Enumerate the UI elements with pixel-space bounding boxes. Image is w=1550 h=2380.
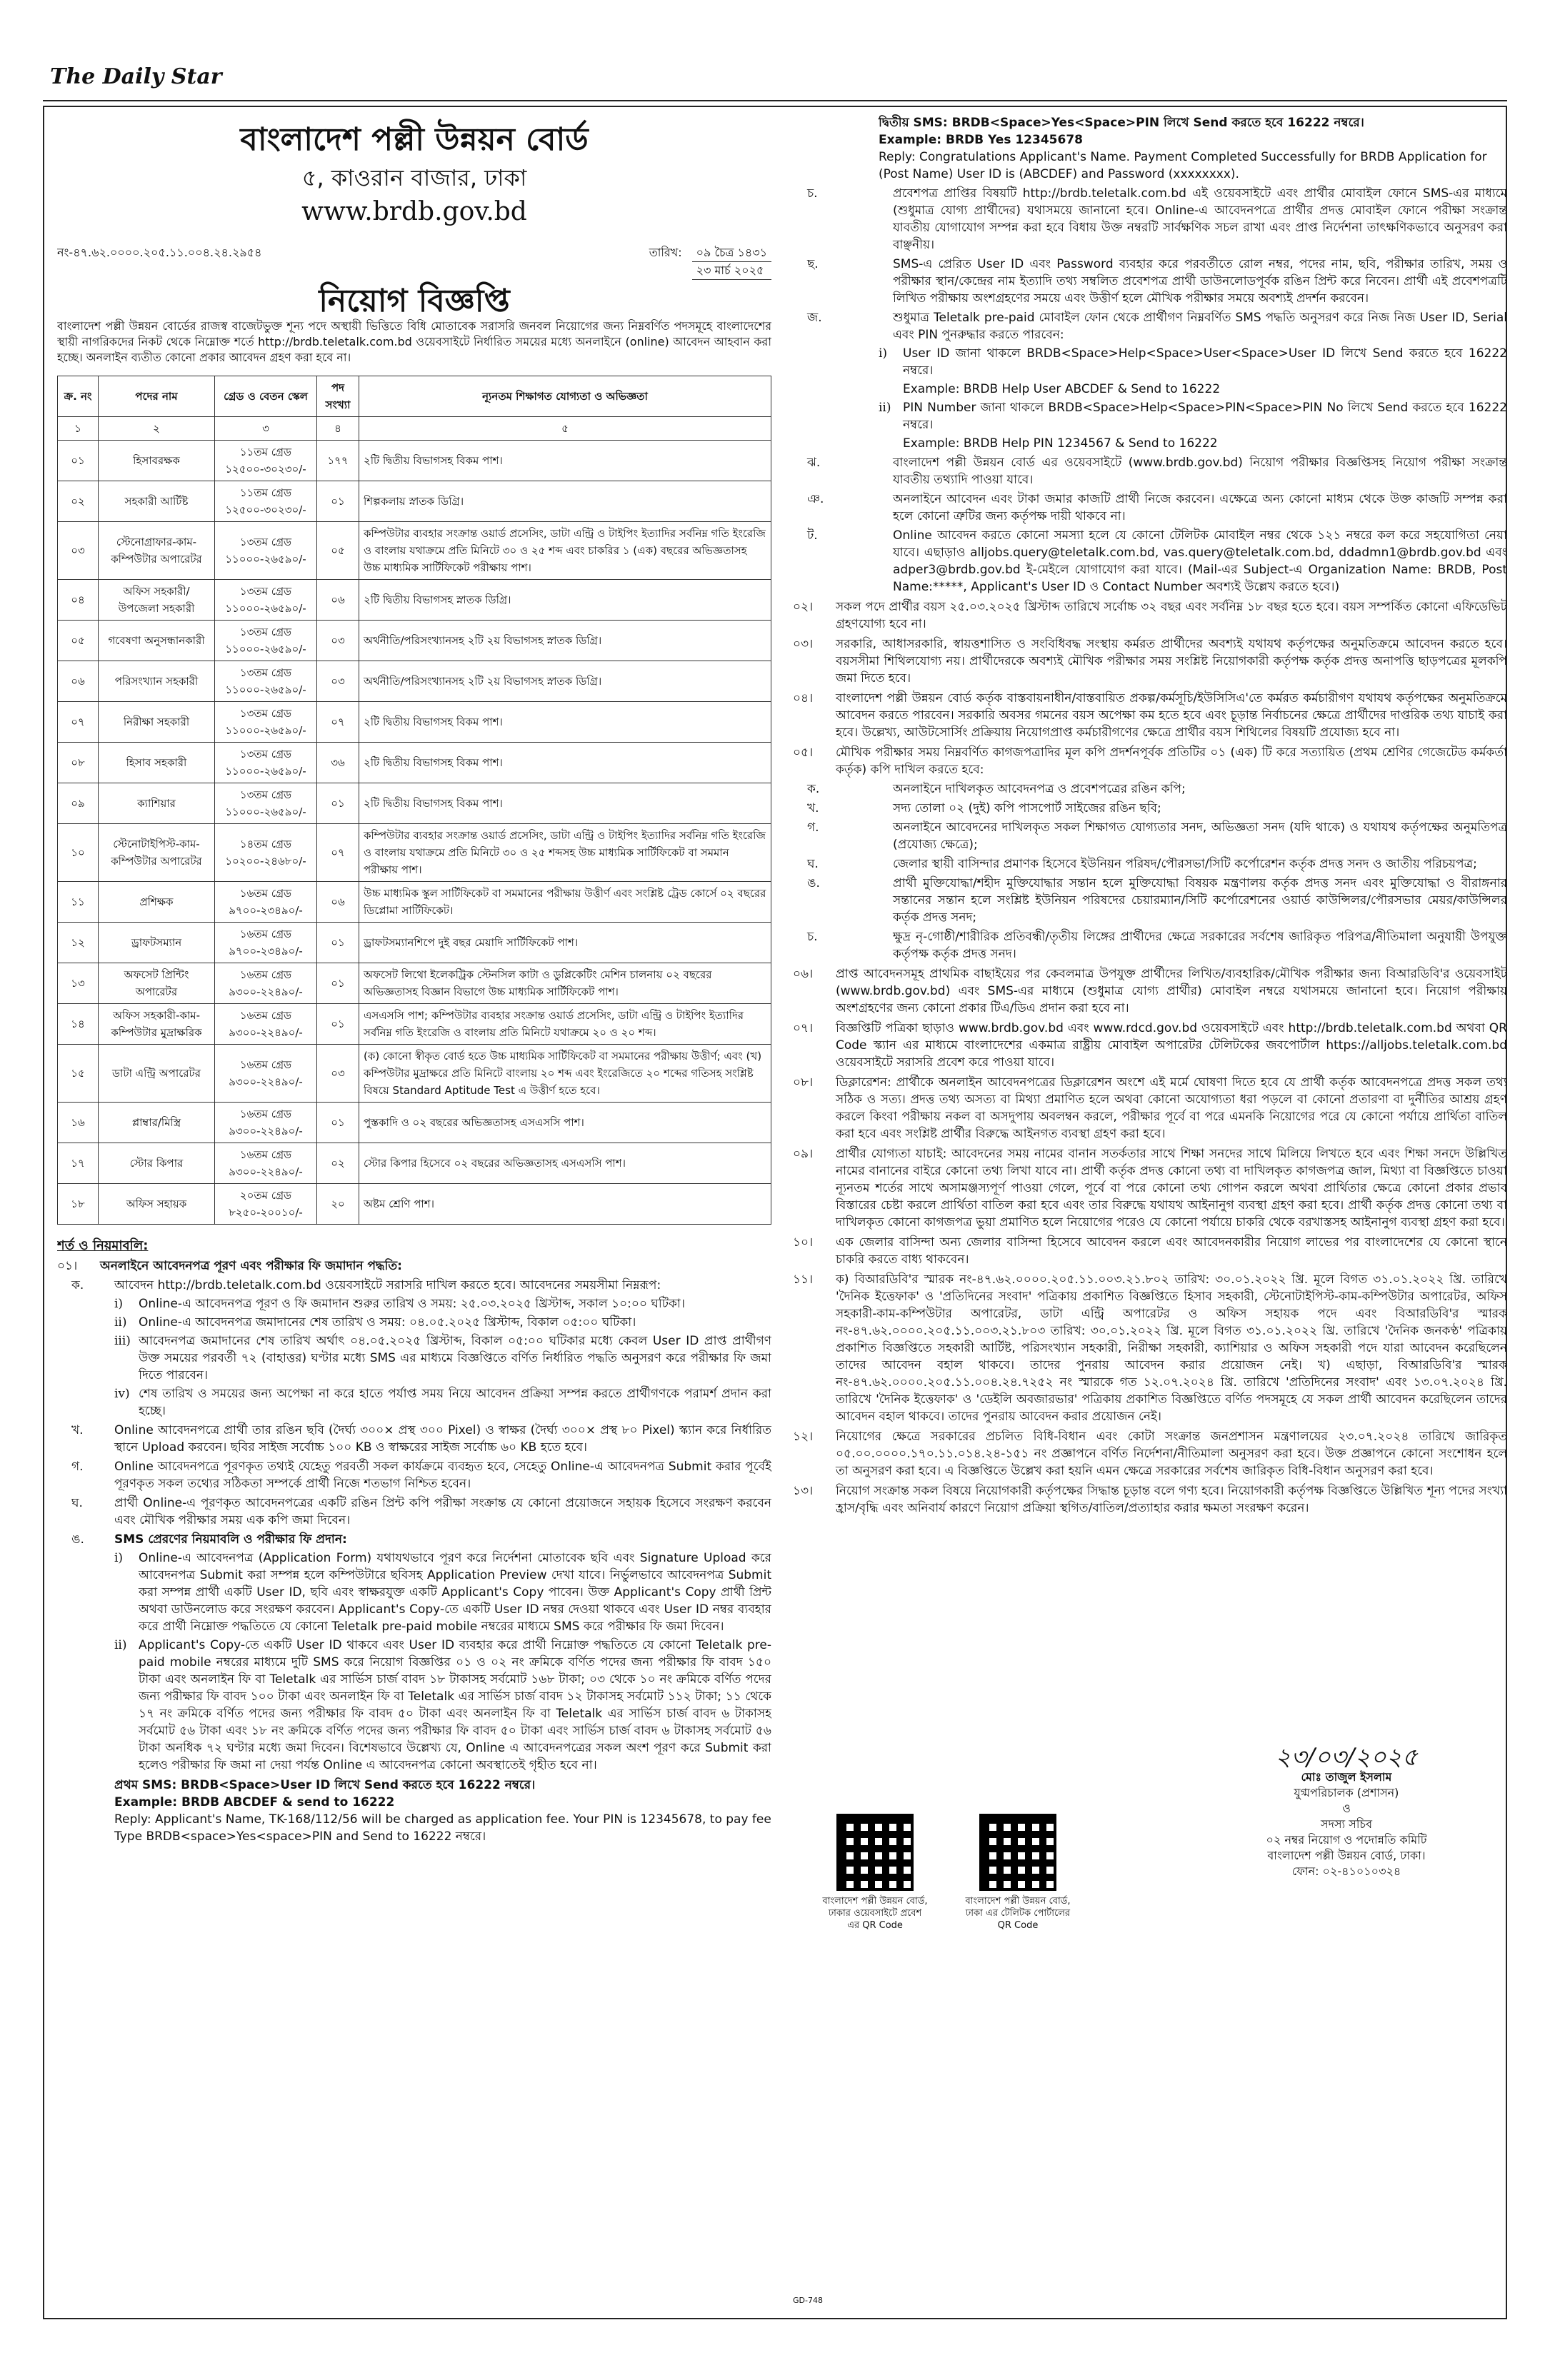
- table-row: [58, 621, 771, 661]
- sub-text: অনলাইনে দাখিলকৃত আবেদনপত্র ও প্রবেশপত্রের রঙিন কপি;: [893, 782, 1186, 796]
- sub-text: অনলাইনে আবেদন এবং টাকা জমার কাজটি প্রার্থী নিজে করবেন। এক্ষেত্রে অন্য কোনো মাধ্যম থেকে উক্ত কাজটি সম্পন্ন করা হলে কোনো ত্রুটির জন্য কর্তৃপক্ষ দায়ী থাকবে না।: [893, 492, 1507, 523]
- condition-number: ১৩।: [793, 1484, 814, 1498]
- sub-text: অনলাইনে আবেদনের দাখিলকৃত সকল শিক্ষাগত যোগ্যতার সনদ, অভিজ্ঞতা সনদ (যদি থাকে) ও যথাযথ কর্তৃপক্ষের অনুমতিপত্র (প্রযোজ্য ক্ষেত্রে);: [893, 820, 1507, 852]
- list-item: [879, 381, 1507, 398]
- right-column: [793, 114, 1507, 2314]
- count-cell: ০৭: [317, 702, 359, 743]
- list-item: [114, 1314, 771, 1331]
- list-marker: iii): [114, 1334, 131, 1348]
- requirement-cell: স্টোর কিপার হিসেবে ০২ বছরের অভিজ্ঞতাসহ এসএসসি পাশ।: [359, 1143, 771, 1184]
- condition-text: সকল পদে প্রার্থীর বয়স ২৫.০৩.২০২৫ খ্রিস্টাব্দ তারিখে সর্বোচ্চ ৩২ বছর এবং সর্বনিম্ন ১৮ বছর হতে হবে। বয়স সম্পর্কিত কোনো এফিডেভিট গ্রহণযোগ্য হবে না।: [836, 600, 1507, 631]
- list-marker: i): [879, 346, 888, 361]
- list-item: [793, 855, 1507, 873]
- condition-item: [793, 1482, 1507, 1517]
- condition-ka: [57, 1277, 771, 1294]
- sub-key: ঘ.: [71, 1496, 83, 1510]
- index-cell: ৩: [215, 417, 317, 441]
- sub-text: প্রবেশপত্র প্রাপ্তির বিষয়টি http://brdb.teletalk.com.bd এই ওয়েবসাইটে এবং প্রার্থীর মোবাইল ফোনে SMS-এর মাধ্যমে (শুধুমাত্র যোগ্য প্রার্থীদের) যথাসময়ে জানানো হবে। Online-এ আবেদনপত্রে প্রার্থীর প্রদত্ত মোবাইল ফোনে পরীক্ষা সংক্রান্ত যাবতীয় যোগাযোগ সম্পন্ন করা হবে বিধায় উক্ত নম্বরটি সার্বক্ষণিক সচল রাখা এবং প্রাপ্ত নির্দেশনা তাৎক্ষণিকভাবে অনুসরণ করা বাঞ্ছনীয়।: [893, 186, 1507, 252]
- serial-cell: ০৮: [58, 743, 99, 783]
- serial-cell: ১৫: [58, 1045, 99, 1103]
- list-text: Online-এ আবেদনপত্র (Application Form) যথাযথভাবে পূরণ করে নির্দেশনা মোতাবেক ছবি এবং Signature Upload করে আবেদনপত্র Submit করা সম্পন্ন হলে কম্পিউটারে ছবিসহ Application Preview দেখা যাবে। নির্ভুলভাবে আবেদনপত্র Submit করা সম্পন্ন প্রার্থী একটি User ID, ছবি এবং স্বাক্ষরযুক্ত একটি Applicant's Copy পাবেন। উক্ত Applicant's Copy প্রার্থী প্রিন্ট অথবা ডাউনলোড করে সংরক্ষণ করবেন। Applicant's Copy-তে একটি User ID নম্বর দেওয়া থাকবে এবং User ID নম্বর ব্যবহার করে প্রার্থী নিম্নোক্ত পদ্ধতিতে যে কোনো Teletalk pre-paid mobile নম্বরের মাধ্যমে SMS করে পরীক্ষার ফি জমা দিবেন।: [139, 1551, 771, 1634]
- sub-text: প্রার্থী মুক্তিযোদ্ধা/শহীদ মুক্তিযোদ্ধার সন্তান হলে মুক্তিযোদ্ধা বিষয়ক মন্ত্রণালয় কর্তৃক প্রদত্ত সনদ এবং মুক্তিযোদ্ধা ও বীরাঙ্গনার সন্তানের সন্তান হলে সংশ্লিষ্ট ইউনিয়ন পরিষদের চেয়ারম্যান/সিটি কর্পোরেশনের ওয়ার্ড কাউন্সিলর/পৌরসভার মেয়র/কাউন্সিলর কর্তৃক প্রদত্ত সনদ;: [893, 876, 1507, 925]
- condition-number: ০৯।: [793, 1147, 814, 1161]
- date-block: [649, 244, 771, 280]
- list-item: [793, 309, 1507, 343]
- condition-text: নিয়োগ সংক্রান্ত সকল বিষয়ে নিয়োগকারী কর্তৃপক্ষের সিদ্ধান্ত চূড়ান্ত বলে গণ্য হবে। নিয়োগকারী কর্তৃপক্ষ বিজ্ঞপ্তিতে উল্লিখিত শূন্য পদের সংখ্যা হ্রাস/বৃদ্ধি এবং অনিবার্য কারণে নিয়োগ প্রক্রিয়া স্থগিত/বাতিল/প্রত্যাহার করার ক্ষমতা সংরক্ষণ করেন।: [836, 1484, 1507, 1515]
- list-text: PIN Number জানা থাকলে BRDB<Space>Help<Space>PIN<Space>PIN No লিখে Send করতে হবে 16222 নম্বরে।: [903, 401, 1507, 432]
- count-cell: ০১: [317, 1103, 359, 1143]
- table-row: [58, 522, 771, 580]
- table-header-row: [58, 376, 771, 417]
- second-sms-block: [793, 114, 1507, 183]
- newspaper-masthead: The Daily Star: [50, 64, 222, 89]
- table-row: [58, 481, 771, 522]
- table-row: [58, 743, 771, 783]
- table-row: [58, 1184, 771, 1225]
- requirement-cell: অষ্টম শ্রেণি পাশ।: [359, 1184, 771, 1225]
- grade-cell: ১৩তম গ্রেড ১১০০০-২৬৫৯০/-: [215, 580, 317, 621]
- requirement-cell: ২টি দ্বিতীয় বিভাগসহ বিকম পাশ।: [359, 743, 771, 783]
- sub-key: ঙ.: [71, 1532, 84, 1547]
- grade-cell: ১৬তম গ্রেড ৯৭০০-২৩৪৯০/-: [215, 923, 317, 963]
- count-cell: ০৩: [317, 661, 359, 702]
- date-values: [692, 244, 771, 280]
- table-row: [58, 580, 771, 621]
- grade-cell: ১৩তম গ্রেড ১১০০০-২৬৫৯০/-: [215, 522, 317, 580]
- sub-key: ছ.: [807, 257, 819, 271]
- signature-block: [1214, 1743, 1479, 1879]
- list-item: [114, 1550, 771, 1635]
- sub-text: শুধুমাত্র Teletalk pre-paid মোবাইল ফোন থেকে প্রার্থীগণ নিম্নবর্ণিত SMS পদ্ধতি অনুসরণ করে নিজ নিজ User ID, Serial এবং PIN পুনরুদ্ধার করতে পারবেন:: [893, 311, 1507, 342]
- condition-number: ০৩।: [793, 637, 814, 651]
- list-item: [793, 928, 1507, 963]
- list-item: [114, 1385, 771, 1420]
- post-cell: গবেষণা অনুসন্ধানকারী: [99, 621, 215, 661]
- requirement-cell: ২টি দ্বিতীয় বিভাগসহ বিকম পাশ।: [359, 783, 771, 824]
- requirement-cell: (ক) কোনো স্বীকৃত বোর্ড হতে উচ্চ মাধ্যমিক সার্টিফিকেট বা সমমানের পরীক্ষায় উত্তীর্ণ; এবং (খ) কম্পিউটার মুদ্রাক্ষরে প্রতি মিনিটে বাংলায় ২০ শব্দ এবং ইংরেজিতে ২০ শব্দের গতিসহ সংশ্লিষ্ট বিষয়ে Standard Aptitude Test এ উত্তীর্ণ হতে হবে।: [359, 1045, 771, 1103]
- sub-key: গ.: [807, 820, 819, 835]
- org-address: ৫, কাওরান বাজার, ঢাকা: [301, 164, 527, 191]
- qr-caption: বাংলাদেশ পল্লী উন্নয়ন বোর্ড, ঢাকার ওয়েবসাইটে প্রবেশ এর QR Code: [822, 1896, 928, 1931]
- list-marker: ii): [114, 1638, 127, 1652]
- memo-number: নং-৪৭.৬২.০০০০.২০৫.১১.০০৪.২৪.২৯৫৪: [57, 246, 262, 259]
- condition-number: ০৪।: [793, 691, 814, 706]
- table-index-row: [58, 417, 771, 441]
- serial-cell: ১৪: [58, 1004, 99, 1045]
- grade-cell: ১৩তম গ্রেড ১১০০০-২৬৫৯০/-: [215, 743, 317, 783]
- serial-cell: ০৯: [58, 783, 99, 824]
- grade-cell: ১৩তম গ্রেড ১১০০০-২৬৫৯০/-: [215, 702, 317, 743]
- list-marker: i): [114, 1297, 124, 1311]
- post-cell: স্টেনোটাইপিস্ট-কাম-কম্পিউটার অপারেটর: [99, 824, 215, 882]
- application-timeline-list: [57, 1295, 771, 1420]
- condition-item: [793, 1428, 1507, 1480]
- list-item: [793, 527, 1507, 596]
- signatory-org: বাংলাদেশ পল্লী উন্নয়ন বোর্ড, ঢাকা।: [1267, 1849, 1426, 1862]
- serial-cell: ১৩: [58, 963, 99, 1004]
- grade-cell: ১৬তম গ্রেড ৯৩০০-২২৪৯০/-: [215, 1143, 317, 1184]
- sub-key: গ.: [71, 1460, 84, 1474]
- post-cell: অফসেট প্রিন্টিং অপারেটর: [99, 963, 215, 1004]
- post-cell: হিসাব সহকারী: [99, 743, 215, 783]
- condition-umo: [57, 1531, 771, 1548]
- list-marker: [879, 435, 903, 452]
- serial-cell: ০১: [58, 441, 99, 481]
- signature-scrawl: ২৩/০৩/২০২৫: [1275, 1743, 1418, 1772]
- grade-cell: ১৬তম গ্রেড ৯৭০০-২৩৪৯০/-: [215, 882, 317, 923]
- reference-row: [57, 244, 771, 280]
- condition-number: ১২।: [793, 1430, 814, 1444]
- list-text: Example: BRDB Help PIN 1234567 & Send to 16222: [903, 436, 1218, 451]
- list-item: [793, 780, 1507, 798]
- org-name: বাংলাদেশ পল্লী উন্নয়ন বোর্ড: [240, 121, 589, 158]
- sub-key: খ.: [807, 801, 819, 815]
- post-cell: অফিস সহায়ক: [99, 1184, 215, 1225]
- requirement-cell: ২টি দ্বিতীয় বিভাগসহ বিকম পাশ।: [359, 441, 771, 481]
- list-item: [879, 435, 1507, 452]
- requirement-cell: এসএসসি পাশ; কম্পিউটার ব্যবহার সংক্রান্ত ওয়ার্ড প্রসেসিং, ডাটা এন্ট্রি ও টাইপিং ইত্যাদির সর্বনিম্ন গতি ইংরেজি ও বাংলায় প্রতি মিনিটে যথাক্রমে ২০ ও ২০ শব্দ।: [359, 1004, 771, 1045]
- first-sms-block: [57, 1777, 771, 1845]
- posts-table-body: [58, 441, 771, 1225]
- count-cell: ২০: [317, 1184, 359, 1225]
- list-text: শেষ তারিখ ও সময়ের জন্য অপেক্ষা না করে হাতে পর্যাপ্ত সময় নিয়ে আবেদন প্রক্রিয়া সম্পন্ন করতে প্রার্থীগণকে পরামর্শ প্রদান করা হচ্ছে।: [139, 1387, 771, 1418]
- condition-number: ০১।: [57, 1259, 78, 1273]
- org-website: www.brdb.gov.bd: [301, 197, 527, 226]
- col-header-post: পদের নাম: [99, 376, 215, 417]
- left-column: [57, 114, 771, 2314]
- condition-text: মৌখিক পরীক্ষার সময় নিম্নবর্ণিত কাগজপত্রাদির মূল কপি প্রদর্শনপূর্বক প্রতিটির ০১ (এক) টি করে সত্যায়িত (প্রথম শ্রেণির গেজেটেড কর্মকর্তা কর্তৃক) কপি দাখিল করতে হবে:: [836, 745, 1507, 777]
- condition-text: বাংলাদেশ পল্লী উন্নয়ন বোর্ড কর্তৃক বাস্তবায়নাধীন/বাস্তবায়িত প্রকল্প/কর্মসূচি/ইউসিসিএ'তে কর্মরত কর্মচারীগণ যথাযথ কর্তৃপক্ষের অনুমতিক্রমে আবেদন করতে পারবেন। সরকারি অবসর গমনের বয়স অপেক্ষা কম হতে হবে এবং চূড়ান্ত নির্বাচনের ক্ষেত্রে প্রার্থীদের দাপ্তরিক তথ্য যাচাই করা হবে। উল্লেখ্য, আউটসোর্সিং প্রক্রিয়ায় নিয়োগপ্রাপ্ত কর্মচারীগণের ক্ষেত্রে প্রার্থীর বয়স শিথিলের বিষয়টি প্রযোজ্য হবে না।: [836, 691, 1507, 740]
- sub-text: SMS-এ প্রেরিত User ID এবং Password ব্যবহার করে পরবর্তীতে রোল নম্বর, পদের নাম, ছবি, পরীক্ষার তারিখ, সময় ও পরীক্ষার স্থান/কেন্দ্রের নাম ইত্যাদি তথ্য সম্বলিত প্রবেশপত্র প্রার্থী ডাউনলোডপূর্বক রঙিন প্রিন্ট করে নিবেন। প্রার্থী এই প্রবেশপত্রটি লিখিত পরীক্ষায় অংশগ্রহণের সময়ে এবং উত্তীর্ণ হলে মৌখিক পরীক্ষার সময়ে অবশ্যই প্রদর্শন করবেন।: [893, 257, 1507, 306]
- signatory-phone: ফোন: ০২-৪১০১০৩২৪: [1291, 1864, 1401, 1878]
- sub-key: ক.: [807, 782, 820, 796]
- date-bangla: ০৯ চৈত্র ১৪৩১: [692, 244, 771, 262]
- count-cell: ০২: [317, 1143, 359, 1184]
- post-cell: প্রশিক্ষক: [99, 882, 215, 923]
- signatory-committee: ০২ নম্বর নিয়োগ ও পদোন্নতি কমিটি: [1266, 1833, 1427, 1847]
- list-item: [793, 454, 1507, 488]
- condition-text: প্রার্থীর যোগ্যতা যাচাই: আবেদনের সময় নামের বানান সতর্কতার সাথে শিক্ষা সনদের সাথে মিলিয়ে লিখতে হবে এবং শিক্ষা সনদে উল্লিখিত নামের বানানের বাইরে কোনো তথ্য লিখা যাবে না। প্রার্থী কর্তৃক প্রদত্ত কোনো তথ্য বা দাখিলকৃত কাগজপত্র জাল, মিথ্যা বা বিজ্ঞপ্তিতে চাওয়া ন্যূনতম শর্তের সাথে অসামঞ্জস্যপূর্ণ পাওয়া গেলে, পূর্বে বা পরে কোনো তথ্য গোপন করলে অথবা প্রার্থিতার ক্ষেত্রে কোনো প্রকার প্রভাব বিস্তারের চেষ্টা করলে প্রার্থিতা বাতিল করা হবে এবং তার বিরুদ্ধে যথাযথ আইনানুগ ব্যবস্থা গ্রহণ করা হবে। প্রার্থী কর্তৃক প্রদত্ত কোনো তথ্য বা দাখিলকৃত কোনো কাগজপত্র ভুয়া প্রমাণিত হলে নিয়োগের পরেও যে কোনো পর্যায়ে চাকরি থেকে বরখাস্তসহ আইনানুগ ব্যবস্থা গ্রহণ করা হবে।: [836, 1147, 1507, 1230]
- condition-ga: [57, 1458, 771, 1492]
- requirement-cell: অফসেট লিথো ইলেকট্রিক স্টেনসিল কাটা ও ডুপ্লিকেটিং মেশিন চালনায় ০২ বছরের অভিজ্ঞতাসহ বিজ্ঞান বিভাগে উচ্চ মাধ্যমিক সার্টিফিকেট পাশ।: [359, 963, 771, 1004]
- sub-text: জেলার স্থায়ী বাসিন্দার প্রমাণক হিসেবে ইউনিয়ন পরিষদ/পৌরসভা/সিটি কর্পোরেশন কর্তৃক প্রদত্ত সনদ ও জাতীয় পরিচয়পত্র;: [893, 857, 1477, 871]
- list-marker: iv): [114, 1387, 130, 1401]
- sub-text: Online আবেদনপত্রে প্রার্থী তার রঙিন ছবি (দৈর্ঘ্য ৩০০× প্রস্থ ৩০০ Pixel) ও স্বাক্ষর (দৈর্ঘ্য ৩০০× প্রস্থ ৮০ Pixel) স্ক্যান করে নির্ধারিত স্থানে Upload করবেন। ছবির সাইজ সর্বোচ্চ ১০০ KB ও স্বাক্ষরের সাইজ সর্বোচ্চ ৬০ KB হতে হবে।: [114, 1423, 771, 1455]
- date-label: তারিখ:: [649, 246, 682, 259]
- condition-item: [793, 1020, 1507, 1071]
- post-cell: ডাটা এন্ট্রি অপারেটর: [99, 1045, 215, 1103]
- post-cell: প্লাম্বার/মিস্ত্রি: [99, 1103, 215, 1143]
- condition-number: ০২।: [793, 600, 814, 614]
- condition-heading: অনলাইনে আবেদনপত্র পূরণ এবং পরীক্ষার ফি জমাদান পদ্ধতি:: [100, 1259, 402, 1273]
- table-row: [58, 1143, 771, 1184]
- sub-key: চ.: [807, 930, 818, 944]
- condition-number: ১১।: [793, 1272, 814, 1287]
- table-row: [58, 1045, 771, 1103]
- condition-number: ০৮।: [793, 1075, 814, 1090]
- condition-item: [793, 744, 1507, 778]
- post-cell: সহকারী আর্টিষ্ট: [99, 481, 215, 522]
- condition-text: নিয়োগের ক্ষেত্রে সরকারের প্রচলিত বিধি-বিধান এবং কোটা সংক্রান্ত জনপ্রশাসন মন্ত্রণালয়ের ২৩.০৭.২০২৪ তারিখে জারিকৃত ০৫.০০.০০০০.১৭০.১১.০১৪.২৪-১৫১ নং প্রজ্ঞাপনে বর্ণিত নির্দেশনা/নীতিমালা অনুসরণ করা হবে। উক্ত প্রজ্ঞাপনে কোনো সংশোধন হলে তা অনুসরণ করা হবে। এ বিজ্ঞপ্তিতে উল্লেখ করা হয়নি এমন ক্ষেত্রে সরকারের সর্বশেষ জারিকৃত বিধি-বিধান অনুসরণ করা হবে।: [836, 1430, 1507, 1478]
- numbered-conditions-2: [793, 965, 1507, 1517]
- qr-teletalk: [964, 1814, 1071, 1932]
- second-sms-reply: Reply: Congratulations Applicant's Name. Payment Completed Successfully for BRDB Application for (Post Name) User ID is (ABCDEF) and Password (xxxxxxxx).: [879, 150, 1487, 181]
- index-cell: ১: [58, 417, 99, 441]
- post-cell: ড্রাফটসম্যান: [99, 923, 215, 963]
- sub-key: ক.: [71, 1278, 84, 1292]
- count-cell: ০১: [317, 963, 359, 1004]
- condition-number: ০৭।: [793, 1021, 814, 1035]
- serial-cell: ১২: [58, 923, 99, 963]
- list-marker: i): [114, 1551, 124, 1565]
- count-cell: ০৩: [317, 1045, 359, 1103]
- second-sms-example: Example: BRDB Yes 12345678: [879, 133, 1083, 147]
- grade-cell: ১১তম গ্রেড ১২৫০০-৩০২৩০/-: [215, 481, 317, 522]
- sub-key: ঞ.: [807, 492, 824, 506]
- table-row: [58, 923, 771, 963]
- table-row: [58, 824, 771, 882]
- date-english: ২৩ মার্চ ২০২৫: [692, 262, 771, 280]
- grade-cell: ১৬তম গ্রেড ৯৩০০-২২৪৯০/-: [215, 1004, 317, 1045]
- instruction-list-2: [793, 454, 1507, 596]
- sub-key: ঘ.: [807, 857, 819, 871]
- condition-text: এক জেলার বাসিন্দা অন্য জেলার বাসিন্দা হিসেবে আবেদন করলে এবং আবেদনকারীর নিয়োগ লাভের পর বাংলাদেশের যে কোনো স্থানে চাকরি করতে বাধ্য থাকবেন।: [836, 1235, 1507, 1267]
- grade-cell: ১১তম গ্রেড ১২৫০০-৩০২৩০/-: [215, 441, 317, 481]
- table-row: [58, 882, 771, 923]
- post-cell: ক্যাশিয়ার: [99, 783, 215, 824]
- instruction-list: [793, 185, 1507, 343]
- condition-item: [793, 598, 1507, 633]
- post-cell: অফিস সহকারী-কাম-কম্পিউটার মুদ্রাক্ষরিক: [99, 1004, 215, 1045]
- notice-title: নিয়োগ বিজ্ঞপ্তি: [319, 283, 510, 319]
- masthead-rule: [43, 100, 1507, 101]
- serial-cell: ০২: [58, 481, 99, 522]
- count-cell: ০১: [317, 923, 359, 963]
- numbered-conditions: [793, 598, 1507, 778]
- serial-cell: ১১: [58, 882, 99, 923]
- list-item: [114, 1332, 771, 1384]
- recovery-sms-list: [793, 345, 1507, 452]
- condition-item: [793, 636, 1507, 687]
- condition-text: সরকারি, আধাসরকারি, স্বায়ত্তশাসিত ও সংবিধিবদ্ধ সংস্থায় কর্মরত প্রার্থীদের অবশ্যই যথাযথ কর্তৃপক্ষের অনুমতিক্রমে আবেদন করতে হবে। বয়সসীমা শিথিলযোগ্য নয়। প্রার্থীদেরকে অবশ্যই মৌখিক পরীক্ষার সময় সংশ্লিষ্ট নিয়োগকারী কর্তৃপক্ষ কর্তৃক প্রদত্ত অনাপত্তি ছাড়পত্রের মূলকপি জমা দিতে হবে।: [836, 637, 1507, 686]
- list-item: [879, 399, 1507, 433]
- condition-item: [793, 965, 1507, 1017]
- grade-cell: ১৩তম গ্রেড ১১০০০-২৬৫৯০/-: [215, 783, 317, 824]
- first-sms-example: Example: BRDB ABCDEF & send to 16222: [114, 1795, 395, 1809]
- list-text: Online-এ আবেদনপত্র জমাদানের শেষ তারিখ ও সময়: ০৪.০৫.২০২৫ খ্রিস্টাব্দ, বিকাল ০৫:০০ ঘটিকা।: [139, 1315, 636, 1330]
- sub-key: ঝ.: [807, 456, 821, 470]
- list-item: [793, 875, 1507, 926]
- list-item: [793, 256, 1507, 307]
- table-row: [58, 441, 771, 481]
- post-cell: হিসাবরক্ষক: [99, 441, 215, 481]
- qr-code-icon: [979, 1814, 1056, 1891]
- count-cell: ১৭৭: [317, 441, 359, 481]
- sub-key: ঙ.: [807, 876, 820, 890]
- second-sms-instruction: দ্বিতীয় SMS: BRDB<Space>Yes<Space>PIN লিখে Send করতে হবে 16222 নম্বরে।: [879, 116, 1364, 130]
- list-text: আবেদনপত্র জমাদানের শেষ তারিখ অর্থাৎ ০৪.০৫.২০২৫ খ্রিস্টাব্দ, বিকাল ০৫:০০ ঘটিকার মধ্যে কেবল User ID প্রাপ্ত প্রার্থীগণ উক্ত সময়ের পরবর্তী ৭২ (বাহাত্তর) ঘণ্টার মধ্যে SMS এর মাধ্যমে বিজ্ঞপ্তিতে বর্ণিত নির্ধারিত পদ্ধতি অনুসরণ করে পরীক্ষার ফি জমা দিতে পারবেন।: [139, 1334, 771, 1382]
- requirement-cell: অর্থনীতি/পরিসংখ্যানসহ ২টি ২য় বিভাগসহ স্নাতক ডিগ্রি।: [359, 621, 771, 661]
- serial-cell: ০৪: [58, 580, 99, 621]
- list-item: [793, 491, 1507, 525]
- requirement-cell: ড্রাফটসম্যানশিপে দুই বছর মেয়াদি সার্টিফিকেট পাশ।: [359, 923, 771, 963]
- sub-text: Online আবেদনপত্রে পূরণকৃত তথ্যই যেহেতু পরবর্তী সকল কার্যক্রমে ব্যবহৃত হবে, সেহেতু Online-এ আবেদনপত্র Submit করার পূর্বেই পূরণকৃত সকল তথ্যের সঠিকতা সম্পর্কে প্রার্থী নিজে শতভাগ নিশ্চিত হবেন।: [114, 1460, 771, 1491]
- post-cell: স্টোর কিপার: [99, 1143, 215, 1184]
- serial-cell: ১০: [58, 824, 99, 882]
- serial-cell: ১৬: [58, 1103, 99, 1143]
- condition-text: ডিক্লারেশন: প্রার্থীকে অনলাইন আবেদনপত্রের ডিক্লারেশন অংশে এই মর্মে ঘোষণা দিতে হবে যে প্রার্থী কর্তৃক আবেদনপত্রে প্রদত্ত সকল তথ্য সঠিক ও সত্য। প্রদত্ত তথ্য অসত্য বা মিথ্যা প্রমাণিত হলে অথবা কোনো অযোগ্যতা ধরা পড়লে বা কোনো প্রতারণা বা দুর্নীতির আশ্রয় গ্রহণ করলে কিংবা পরীক্ষায় নকল বা অসদুপায় অবলম্বন করলে, পরীক্ষার পূর্বে বা পরে এমনকি নিয়োগের পরে যে কোনো পর্যায়ে প্রার্থিতা বাতিল করা হবে এবং সংশ্লিষ্ট প্রার্থীর বিরুদ্ধে আইনগত ব্যবস্থা গ্রহণ করা হবে।: [836, 1075, 1507, 1141]
- condition-number: ১০।: [793, 1235, 814, 1250]
- signatory-role: সদস্য সচিব: [1321, 1817, 1372, 1831]
- conditions-title: শর্ত ও নিয়মাবলি:: [57, 1238, 149, 1253]
- count-cell: ০১: [317, 783, 359, 824]
- qr-caption: বাংলাদেশ পল্লী উন্নয়ন বোর্ড, ঢাকা এর টেলিটক পোর্টালের QR Code: [965, 1896, 1071, 1931]
- list-item: [793, 185, 1507, 253]
- list-marker: [879, 381, 903, 398]
- post-cell: স্টেনোগ্রাফার-কাম-কম্পিউটার অপারেটর: [99, 522, 215, 580]
- sub-text: আবেদন http://brdb.teletalk.com.bd ওয়েবসাইটে সরাসরি দাখিল করতে হবে। আবেদনের সময়সীমা নিম্নরূপ:: [114, 1278, 661, 1292]
- requirement-cell: কম্পিউটার ব্যবহার সংক্রান্ত ওয়ার্ড প্রসেসিং, ডাটা এন্ট্রি ও টাইপিং ইত্যাদির সর্বনিম্ন গতি ইংরেজি ও বাংলায় যথাক্রমে প্রতি মিনিটে ৩০ ও ২৫ শব্দ এবং চাকরির ১ (এক) বছরের অভিজ্ঞতাসহ উচ্চ মাধ্যমিক সার্টিফিকেট পরীক্ষায় পাশ।: [359, 522, 771, 580]
- condition-text: ক) বিআরডিবি'র স্মারক নং-৪৭.৬২.০০০০.২০৫.১১.০০৩.২১.৮০২ তারিখ: ৩০.০১.২০২২ খ্রি. মূলে বিগত ৩১.০১.২০২২ খ্রি. তারিখে 'দৈনিক ইত্তেফাক' ও 'প্রতিদিনের সংবাদ' পত্রিকায় প্রকাশিত বিজ্ঞপ্তিতে হিসাব সহকারী, স্টেনোটাইপিস্ট-কাম-কম্পিউটার অপারেটর, অফিস সহকারী-কাম-কম্পিউটার অপারেটর, ডাটা এন্ট্রি অপারেটর ও অফিস সহায়ক পদে এবং বিআরডিবি'র স্মারক নং-৪৭.৬২.০০০০.২০৫.১১.০০৩.২১.৮০৩ তারিখ: ৩০.০১.২০২২ খ্রি. মূলে বিগত ৩১.০১.২০২২ খ্রি. তারিখে 'দৈনিক জনকণ্ঠ' পত্রিকায় প্রকাশিত বিজ্ঞপ্তিতে সহকারী আর্টিষ্ট, পরিসংখ্যান সহকারী, নিরীক্ষা সহকারী, ক্যাশিয়ার ও অফিস সহকারী পদে যারা আবেদন করেছিলেন তাদের আবেদন বহাল থাকবে। তাদের পুনরায় আবেদন করার প্রয়োজন নেই। খ) এছাড়া, বিআরডিবি'র স্মারক নং-৪৭.৬২.০০০০.২০৫.১১.০০৪.২৪.৭২৫২ নং স্মারকে গত ১২.০৭.২০২৪ খ্রি. তারিখে 'প্রতিদিনের সংবাদ' এবং ১৩.০৭.২০২৪ খ্রি. তারিখে 'দৈনিক ইত্তেফাক' ও 'ডেইলি অবজারভার' পত্রিকায় প্রকাশিত বিজ্ঞপ্তিতে বর্ণিত পদসমূহে যে সকল প্রার্থী আবেদন করেছিলেন তাদের আবেদন বহাল থাকবে। তাদের পুনরায় আবেদন করার প্রয়োজন নেই।: [836, 1272, 1507, 1424]
- sub-text: প্রার্থী Online-এ পূরণকৃত আবেদনপত্রের একটি রঙিন প্রিন্ট কপি পরীক্ষা সংক্রান্ত যে কোনো প্রয়োজনে সহায়ক হিসেবে সংরক্ষণ করবেন এবং মৌখিক পরীক্ষার সময় এক কপি জমা দিবেন।: [114, 1496, 771, 1527]
- gd-code: GD-748: [793, 2296, 823, 2305]
- count-cell: ০৭: [317, 824, 359, 882]
- count-cell: ০১: [317, 481, 359, 522]
- requirement-cell: ২টি দ্বিতীয় বিভাগসহ বিকম পাশ।: [359, 702, 771, 743]
- list-marker: ii): [879, 401, 891, 415]
- post-cell: পরিসংখ্যান সহকারী: [99, 661, 215, 702]
- condition-kha: [57, 1422, 771, 1456]
- list-marker: ii): [114, 1315, 127, 1330]
- col-header-grade: গ্রেড ও বেতন স্কেল: [215, 376, 317, 417]
- posts-table: [57, 376, 771, 1225]
- count-cell: ০৬: [317, 882, 359, 923]
- post-cell: অফিস সহকারী/ উপজেলা সহকারী: [99, 580, 215, 621]
- requirement-cell: উচ্চ মাধ্যমিক স্কুল সার্টিফিকেট বা সমমানের পরীক্ষায় উত্তীর্ণ এবং সংশ্লিষ্ট ট্রেড কোর্সে ০২ বছরের ডিপ্লোমা সার্টিফিকেট।: [359, 882, 771, 923]
- list-text: Example: BRDB Help User ABCDEF & Send to 16222: [903, 382, 1221, 396]
- serial-cell: ১৭: [58, 1143, 99, 1184]
- condition-number: ০৬।: [793, 967, 814, 981]
- sub-text: সদ্য তোলা ০২ (দুই) কপি পাসপোর্ট সাইজের রঙিন ছবি;: [893, 801, 1161, 815]
- qr-website: [821, 1814, 929, 1932]
- grade-cell: ১৩তম গ্রেড ১১০০০-২৬৫৯০/-: [215, 621, 317, 661]
- signatory-and: ও: [1342, 1802, 1351, 1815]
- list-item: [793, 819, 1507, 853]
- table-row: [58, 783, 771, 824]
- list-item: [793, 800, 1507, 817]
- col-header-serial: ক্র. নং: [58, 376, 99, 417]
- serial-cell: ০৬: [58, 661, 99, 702]
- condition-text: বিজ্ঞপ্তিটি পত্রিকা ছাড়াও www.brdb.gov.bd এবং www.rdcd.gov.bd ওয়েবসাইটে এবং http://brdb.teletalk.com.bd অথবা QR Code স্ক্যান এর মাধ্যমে বাংলাদেশের একমাত্র রাষ্ট্রীয় মোবাইল অপারেটর টেলিটকের জবপোর্টাল https://alljobs.teletalk.com.bd ওয়েবসাইটে সরাসরি প্রবেশ করে পাওয়া যাবে।: [836, 1021, 1507, 1070]
- sub-key: জ.: [807, 311, 822, 325]
- index-cell: ৪: [317, 417, 359, 441]
- qr-code-icon: [836, 1814, 914, 1891]
- list-item: [114, 1637, 771, 1774]
- sub-key: চ.: [807, 186, 818, 201]
- grade-cell: ১৩তম গ্রেড ১১০০০-২৬৫৯০/-: [215, 661, 317, 702]
- signatory-name: মোঃ তাজুল ইসলাম: [1301, 1770, 1392, 1784]
- count-cell: ০৫: [317, 522, 359, 580]
- required-documents-list: [793, 780, 1507, 963]
- grade-cell: ১৬তম গ্রেড ৯৩০০-২২৪৯০/-: [215, 1103, 317, 1143]
- count-cell: ০১: [317, 1004, 359, 1045]
- condition-item: [793, 1145, 1507, 1231]
- serial-cell: ০৭: [58, 702, 99, 743]
- condition-item: [793, 690, 1507, 741]
- grade-cell: ২০তম গ্রেড ৮২৫০-২০০১০/-: [215, 1184, 317, 1225]
- table-row: [58, 1004, 771, 1045]
- grade-cell: ১৬তম গ্রেড ৯৩০০-২২৪৯০/-: [215, 1045, 317, 1103]
- table-row: [58, 963, 771, 1004]
- requirement-cell: কম্পিউটার ব্যবহার সংক্রান্ত ওয়ার্ড প্রসেসিং, ডাটা এন্ট্রি ও টাইপিং ইত্যাদির সর্বনিম্ন গতি ইংরেজি ও বাংলায় যথাক্রমে প্রতি মিনিটে ৩০ ও ২৫ শব্দসহ উচ্চ মাধ্যমিক সার্টিফিকেট বা সমমান পরীক্ষায় পাশ।: [359, 824, 771, 882]
- sub-text: Online আবেদন করতে কোনো সমস্যা হলে যে কোনো টেলিটক মোবাইল নম্বর থেকে ১২১ নম্বরে কল করে সহযোগিতা নেয়া যাবে। এছাড়াও alljobs.query@teletalk.com.bd, vas.query@teletalk.com.bd, ddadmn1@brdb.gov.bd এবং adper3@brdb.gov.bd ই-মেইলে যোগাযোগ করা যাবে। (Mail-এর Subject-এ Organization Name: BRDB, Post Name:*****, Applicant's User ID ও Contact Number অবশ্যই উল্লেখ করতে হবে।): [893, 528, 1507, 594]
- sub-heading: SMS প্রেরণের নিয়মাবলি ও পরীক্ষার ফি প্রদান:: [114, 1532, 347, 1547]
- col-header-count: পদ সংখ্যা: [317, 376, 359, 417]
- serial-cell: ১৮: [58, 1184, 99, 1225]
- post-cell: নিরীক্ষা সহকারী: [99, 702, 215, 743]
- condition-item: [793, 1074, 1507, 1143]
- requirement-cell: ২টি দ্বিতীয় বিভাগসহ স্নাতক ডিগ্রি।: [359, 580, 771, 621]
- list-item: [114, 1295, 771, 1312]
- table-row: [58, 1103, 771, 1143]
- sub-text: ক্ষুদ্র নৃ-গোষ্ঠী/শারীরিক প্রতিবন্ধী/তৃতীয় লিঙ্গের প্রার্থীদের ক্ষেত্রে সরকারের সর্বশেষ জারিকৃত পরিপত্র/নীতিমালা অনুযায়ী উপযুক্ত কর্তৃপক্ষ কর্তৃক প্রদত্ত সনদ।: [893, 930, 1507, 961]
- condition-text: প্রাপ্ত আবেদনসমূহ প্রাথমিক বাছাইয়ের পর কেবলমাত্র উপযুক্ত প্রার্থীদের লিখিত/ব্যবহারিক/মৌখিক পরীক্ষার জন্য বিআরডিবি'র ওয়েবসাইট (www.brdb.gov.bd) এবং SMS-এর মাধ্যমে (শুধুমাত্র যোগ্য প্রার্থীর) মোবাইল নম্বরে যথাসময়ে জানানো হবে। নিয়োগ পরীক্ষায় অংশগ্রহণের জন্য কোনো প্রকার টিএ/ডিএ প্রদান করা হবে না।: [836, 967, 1507, 1015]
- list-item: [879, 345, 1507, 379]
- requirement-cell: অর্থনীতি/পরিসংখ্যানসহ ২টি ২য় বিভাগসহ স্নাতক ডিগ্রি।: [359, 661, 771, 702]
- serial-cell: ০৩: [58, 522, 99, 580]
- col-header-requirement: ন্যূনতম শিক্ষাগত যোগ্যতা ও অভিজ্ঞতা: [359, 376, 771, 417]
- index-cell: ৫: [359, 417, 771, 441]
- grade-cell: ১৬তম গ্রেড ৯৩০০-২২৪৯০/-: [215, 963, 317, 1004]
- sub-key: ট.: [807, 528, 818, 543]
- signatory-designation: যুগ্মপরিচালক (প্রশাসন): [1294, 1786, 1399, 1799]
- grade-cell: ১৪তম গ্রেড ১০২০০-২৪৬৮০/-: [215, 824, 317, 882]
- condition-gha: [57, 1495, 771, 1529]
- intro-paragraph: বাংলাদেশ পল্লী উন্নয়ন বোর্ডের রাজস্ব বাজেটভুক্ত শূন্য পদে অস্থায়ী ভিত্তিতে বিধি মোতাবেক সরাসরি জনবল নিয়োগের জন্য নিম্নবর্ণিত পদসমূহে বাংলাদেশের স্থায়ী নাগরিকদের নিকট থেকে নিম্নোক্ত শর্তে http://brdb.teletalk.com.bd ওয়েবসাইটে নির্ধারিত সময়ের মধ্যে অনলাইনে (online) আবেদন আহবান করা হচ্ছে। অনলাইন ব্যতীত কোনো প্রকার আবেদন গ্রহণ করা হবে না।: [57, 319, 771, 364]
- list-text: User ID জানা থাকলে BRDB<Space>Help<Space>User<Space>User ID লিখে Send করতে হবে 16222 নম্বরে।: [903, 346, 1507, 378]
- condition-item: [793, 1234, 1507, 1268]
- requirement-cell: পুস্তকাদি ও ০২ বছরের অভিজ্ঞতাসহ এসএসসি পাশ।: [359, 1103, 771, 1143]
- condition-item: [793, 1271, 1507, 1425]
- sub-key: খ.: [71, 1423, 84, 1437]
- qr-code-row: [821, 1814, 1071, 1932]
- first-sms-reply: Reply: Applicant's Name, TK-168/112/56 will be charged as application fee. Your PIN is 12345678, to pay fee Type BRDB<space>Yes<space>PIN and Send to 16222 নম্বরে।: [114, 1812, 771, 1844]
- table-row: [58, 702, 771, 743]
- count-cell: ৩৬: [317, 743, 359, 783]
- condition-number: ০৫।: [793, 745, 814, 760]
- count-cell: ০৩: [317, 621, 359, 661]
- requirement-cell: শিল্পকলায় স্নাতক ডিগ্রি।: [359, 481, 771, 522]
- count-cell: ০৬: [317, 580, 359, 621]
- sub-text: বাংলাদেশ পল্লী উন্নয়ন বোর্ড এর ওয়েবসাইটে (www.brdb.gov.bd) নিয়োগ পরীক্ষার বিজ্ঞপ্তিসহ নিয়োগ পরীক্ষা সংক্রান্ত যাবতীয় তথ্যাদি পাওয়া যাবে।: [893, 456, 1507, 487]
- first-sms-instruction: প্রথম SMS: BRDB<Space>User ID লিখে Send করতে হবে 16222 নম্বরে।: [114, 1778, 536, 1792]
- condition-01: [57, 1257, 771, 1275]
- index-cell: ২: [99, 417, 215, 441]
- table-row: [58, 661, 771, 702]
- sms-fee-list: [57, 1550, 771, 1774]
- serial-cell: ০৫: [58, 621, 99, 661]
- list-text: Online-এ আবেদনপত্র পূরণ ও ফি জমাদান শুরুর তারিখ ও সময়: ২৫.০৩.২০২৫ খ্রিস্টাব্দ, সকাল ১০:০০ ঘটিকা।: [139, 1297, 685, 1311]
- list-text: Applicant's Copy-তে একটি User ID থাকবে এবং User ID ব্যবহার করে প্রার্থী নিম্নোক্ত পদ্ধতিতে যে কোনো Teletalk pre-paid mobile নম্বরের মাধ্যমে দুটি SMS করে নিয়োগ বিজ্ঞপ্তির ০১ ও ০২ নং ক্রমিকে বর্ণিত পদের জন্য পরীক্ষার ফি বাবদ ১৫০ টাকা এবং অনলাইন ফি বা Teletalk এর সার্ভিস চার্জ বাবদ ১৮ টাকাসহ সর্বমোট ১৬৮ টাকা; ০৩ থেকে ১০ নং ক্রমিকে বর্ণিত পদের জন্য পরীক্ষার ফি বাবদ ১০০ টাকা এবং অনলাইন ফি বা Teletalk এর সার্ভিস চার্জ বাবদ ১২ টাকাসহ সর্বমোট ১১২ টাকা; ১১ থেকে ১৭ নং ক্রমিকে বর্ণিত পদের জন্য পরীক্ষার ফি বাবদ ৫০ টাকা এবং অনলাইন ফি বা Teletalk এর সার্ভিস চার্জ বাবদ ৬ টাকাসহ সর্বমোট ৫৬ টাকা এবং ১৮ নং ক্রমিকে বর্ণিত পদের জন্য পরীক্ষার ফি বাবদ ৫০ টাকা এবং সার্ভিস চার্জ বাবদ ৬ টাকাসহ সর্বমোট ৫৬ টাকা অনধিক ৭২ ঘণ্টার মধ্যে জমা দিবেন। বিশেষভাবে উল্লেখ্য যে, Online এ আবেদনপত্রের সকল অংশ পূরণ করে Submit করা হলেও পরীক্ষার ফি জমা না দেয়া পর্যন্ত Online এ আবেদনপত্র কোনো অবস্থাতেই গৃহীত হবে না।: [139, 1638, 771, 1772]
